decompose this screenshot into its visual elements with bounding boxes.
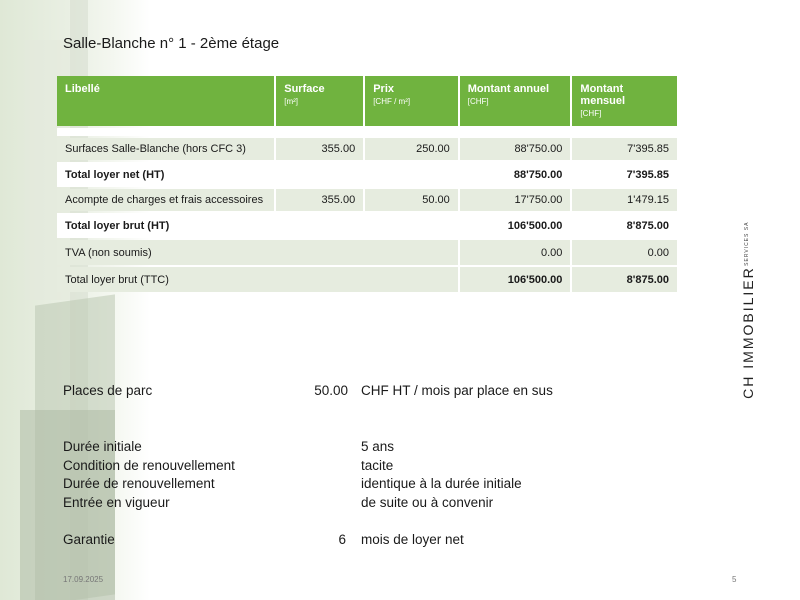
header-montant-mensuel: Montant mensuel [CHF] bbox=[572, 76, 677, 126]
table-row bbox=[57, 162, 677, 187]
cell-label: Total loyer brut (HT) bbox=[57, 213, 458, 238]
term-label: Durée initiale bbox=[63, 439, 142, 454]
header-libelle: Libellé bbox=[57, 76, 274, 126]
cell-mensuel: 7'395.85 bbox=[572, 162, 677, 187]
cell-mensuel: 8'875.00 bbox=[572, 213, 677, 238]
logo-sub-text: SERVICES SA bbox=[744, 222, 750, 267]
header-montant-annuel: Montant annuel [CHF] bbox=[460, 76, 571, 126]
logo-main-text: CH IMMOBILIER bbox=[740, 266, 756, 399]
cell-mensuel: 7'395.85 bbox=[572, 138, 677, 160]
term-label: Condition de renouvellement bbox=[63, 458, 235, 473]
company-logo bbox=[740, 222, 756, 399]
cell-label: Total loyer brut (TTC) bbox=[57, 267, 458, 292]
term-value: tacite bbox=[361, 458, 394, 473]
cell-surface: 355.00 bbox=[276, 138, 363, 160]
term-label: Durée de renouvellement bbox=[63, 476, 215, 491]
cell-annuel: 106'500.00 bbox=[460, 213, 571, 238]
guarantee-label: Garantie bbox=[63, 532, 115, 547]
cell-annuel: 106'500.00 bbox=[460, 267, 571, 292]
term-value: 5 ans bbox=[361, 439, 395, 454]
table-row bbox=[57, 213, 677, 238]
parking-unit: CHF HT / mois par place en sus bbox=[361, 383, 553, 398]
term-value: identique à la durée initiale bbox=[361, 476, 522, 491]
table-header-row bbox=[57, 76, 677, 126]
cell-annuel: 88'750.00 bbox=[460, 138, 571, 160]
guarantee-unit: mois de loyer net bbox=[361, 532, 464, 547]
cell-label: Acompte de charges et frais accessoires bbox=[57, 189, 274, 211]
cell-mensuel: 1'479.15 bbox=[572, 189, 677, 211]
cell-mensuel: 8'875.00 bbox=[572, 267, 677, 292]
header-surface: Surface [m²] bbox=[276, 76, 363, 126]
parking-value: 50.00 bbox=[314, 383, 348, 398]
guarantee-value: 6 bbox=[338, 532, 346, 547]
table-row bbox=[57, 267, 677, 292]
page-title: Salle-Blanche n° 1 - 2ème étage bbox=[63, 35, 280, 52]
cell-label: TVA (non soumis) bbox=[57, 240, 458, 265]
cell-prix: 250.00 bbox=[365, 138, 458, 160]
cell-annuel: 88'750.00 bbox=[460, 162, 571, 187]
cell-prix: 50.00 bbox=[365, 189, 458, 211]
cell-label: Total loyer net (HT) bbox=[57, 162, 458, 187]
cell-annuel: 17'750.00 bbox=[460, 189, 571, 211]
cell-label: Surfaces Salle-Blanche (hors CFC 3) bbox=[57, 138, 274, 160]
cell-mensuel: 0.00 bbox=[572, 240, 677, 265]
header-prix: Prix [CHF / m²] bbox=[365, 76, 458, 126]
term-value: de suite ou à convenir bbox=[361, 495, 494, 510]
page-number: 5 bbox=[732, 575, 737, 584]
term-label: Entrée en vigueur bbox=[63, 495, 170, 510]
cell-annuel: 0.00 bbox=[460, 240, 571, 265]
table-row bbox=[57, 240, 677, 265]
parking-label: Places de parc bbox=[63, 383, 153, 398]
table-row bbox=[57, 138, 677, 160]
rent-table bbox=[55, 74, 679, 294]
table-row bbox=[57, 189, 677, 211]
cell-surface: 355.00 bbox=[276, 189, 363, 211]
footer-date: 17.09.2025 bbox=[63, 575, 104, 584]
